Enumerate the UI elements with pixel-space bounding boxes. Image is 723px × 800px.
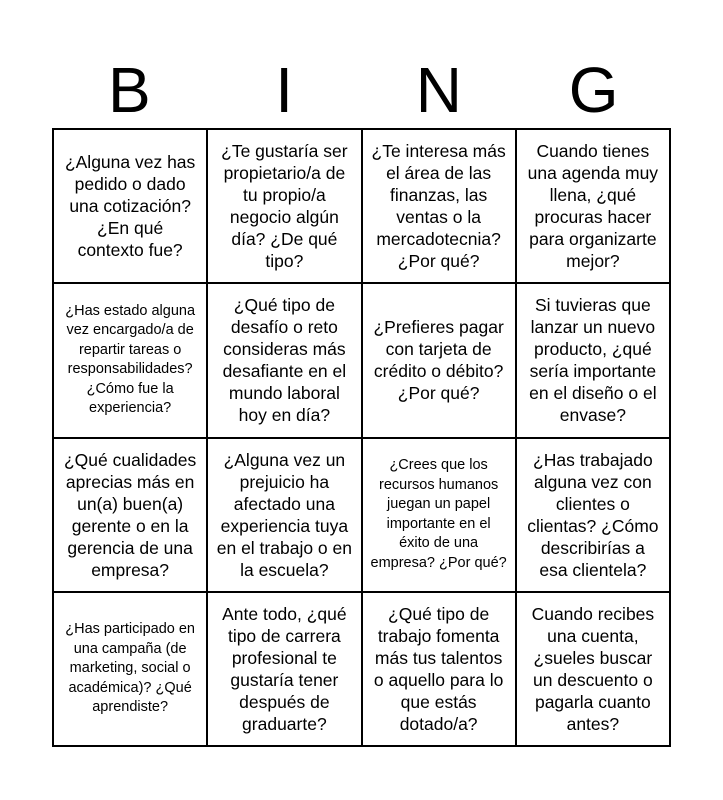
cell-text: Ante todo, ¿qué tipo de carrera profesional te gustaría tener después de graduarte?: [222, 603, 347, 734]
cell-text: ¿Has trabajado alguna vez con clientes o clientas? ¿Cómo describirías a esa clientela?: [527, 449, 659, 580]
cell-text: ¿Alguna vez has pedido o dado una cotización? ¿En qué contexto fue?: [64, 152, 196, 261]
bingo-cell[interactable]: [207, 283, 361, 437]
bingo-cell[interactable]: [516, 438, 670, 592]
cell-text: ¿Has participado en una campaña (de marketing, social o académica)? ¿Qué aprendiste?: [65, 621, 195, 716]
cell-text: ¿Qué tipo de desafío o reto consideras más desafiante en el mundo laboral hoy en día?: [222, 295, 347, 426]
bingo-cell[interactable]: [362, 129, 516, 283]
cell-text: Si tuvieras que lanzar un nuevo producto, ¿qué sería importante en el diseño o el envase?: [529, 295, 657, 426]
bingo-cell[interactable]: [53, 283, 207, 437]
cell-text: ¿Has estado alguna vez encargado/a de repartir tareas o responsabilidades? ¿Cómo fue la experiencia?: [65, 302, 196, 417]
bingo-cell[interactable]: [207, 592, 361, 746]
header-letter-b: B: [108, 54, 151, 126]
bingo-cell[interactable]: [53, 592, 207, 746]
cell-text: ¿Prefieres pagar con tarjeta de crédito o débito? ¿Por qué?: [373, 317, 504, 404]
cell-text: ¿Te interesa más el área de las finanzas, las ventas o la mercadotecnia? ¿Por qué?: [371, 141, 506, 272]
cell-text: ¿Alguna vez un prejuicio ha afectado una experiencia tuya en el trabajo o en la escuela?: [216, 449, 352, 580]
cell-text: Cuando recibes una cuenta, ¿sueles buscar un descuento o pagarla cuanto antes?: [531, 603, 655, 734]
cell-text: ¿Qué cualidades aprecias más en un(a) buen(a) gerente o en la gerencia de una empresa?: [63, 449, 197, 580]
cell-text: ¿Crees que los recursos humanos juegan un papel importante en el éxito de una empresa? ¿Por qué?: [370, 457, 507, 571]
bingo-cell[interactable]: [362, 592, 516, 746]
header-letter-i: I: [275, 54, 294, 126]
header-letter-g: G: [568, 54, 619, 126]
cell-text: ¿Qué tipo de trabajo fomenta más tus talentos o aquello para lo que estás dotado/a?: [373, 603, 504, 734]
cell-text: Cuando tienes una agenda muy llena, ¿qué procuras hacer para organizarte mejor?: [527, 141, 659, 272]
bingo-header: [52, 52, 671, 128]
bingo-cell[interactable]: [516, 129, 670, 283]
bingo-cell[interactable]: [207, 438, 361, 592]
bingo-cell[interactable]: [53, 438, 207, 592]
cell-text: ¿Te gustaría ser propietario/a de tu propio/a negocio algún día? ¿De qué tipo?: [221, 141, 348, 272]
bingo-cell[interactable]: [516, 592, 670, 746]
bingo-cell[interactable]: [207, 129, 361, 283]
bingo-cell[interactable]: [362, 438, 516, 592]
bingo-cell[interactable]: [53, 129, 207, 283]
bingo-grid: [52, 128, 671, 747]
bingo-cell[interactable]: [362, 283, 516, 437]
header-letter-n: N: [415, 54, 462, 126]
bingo-cell[interactable]: [516, 283, 670, 437]
